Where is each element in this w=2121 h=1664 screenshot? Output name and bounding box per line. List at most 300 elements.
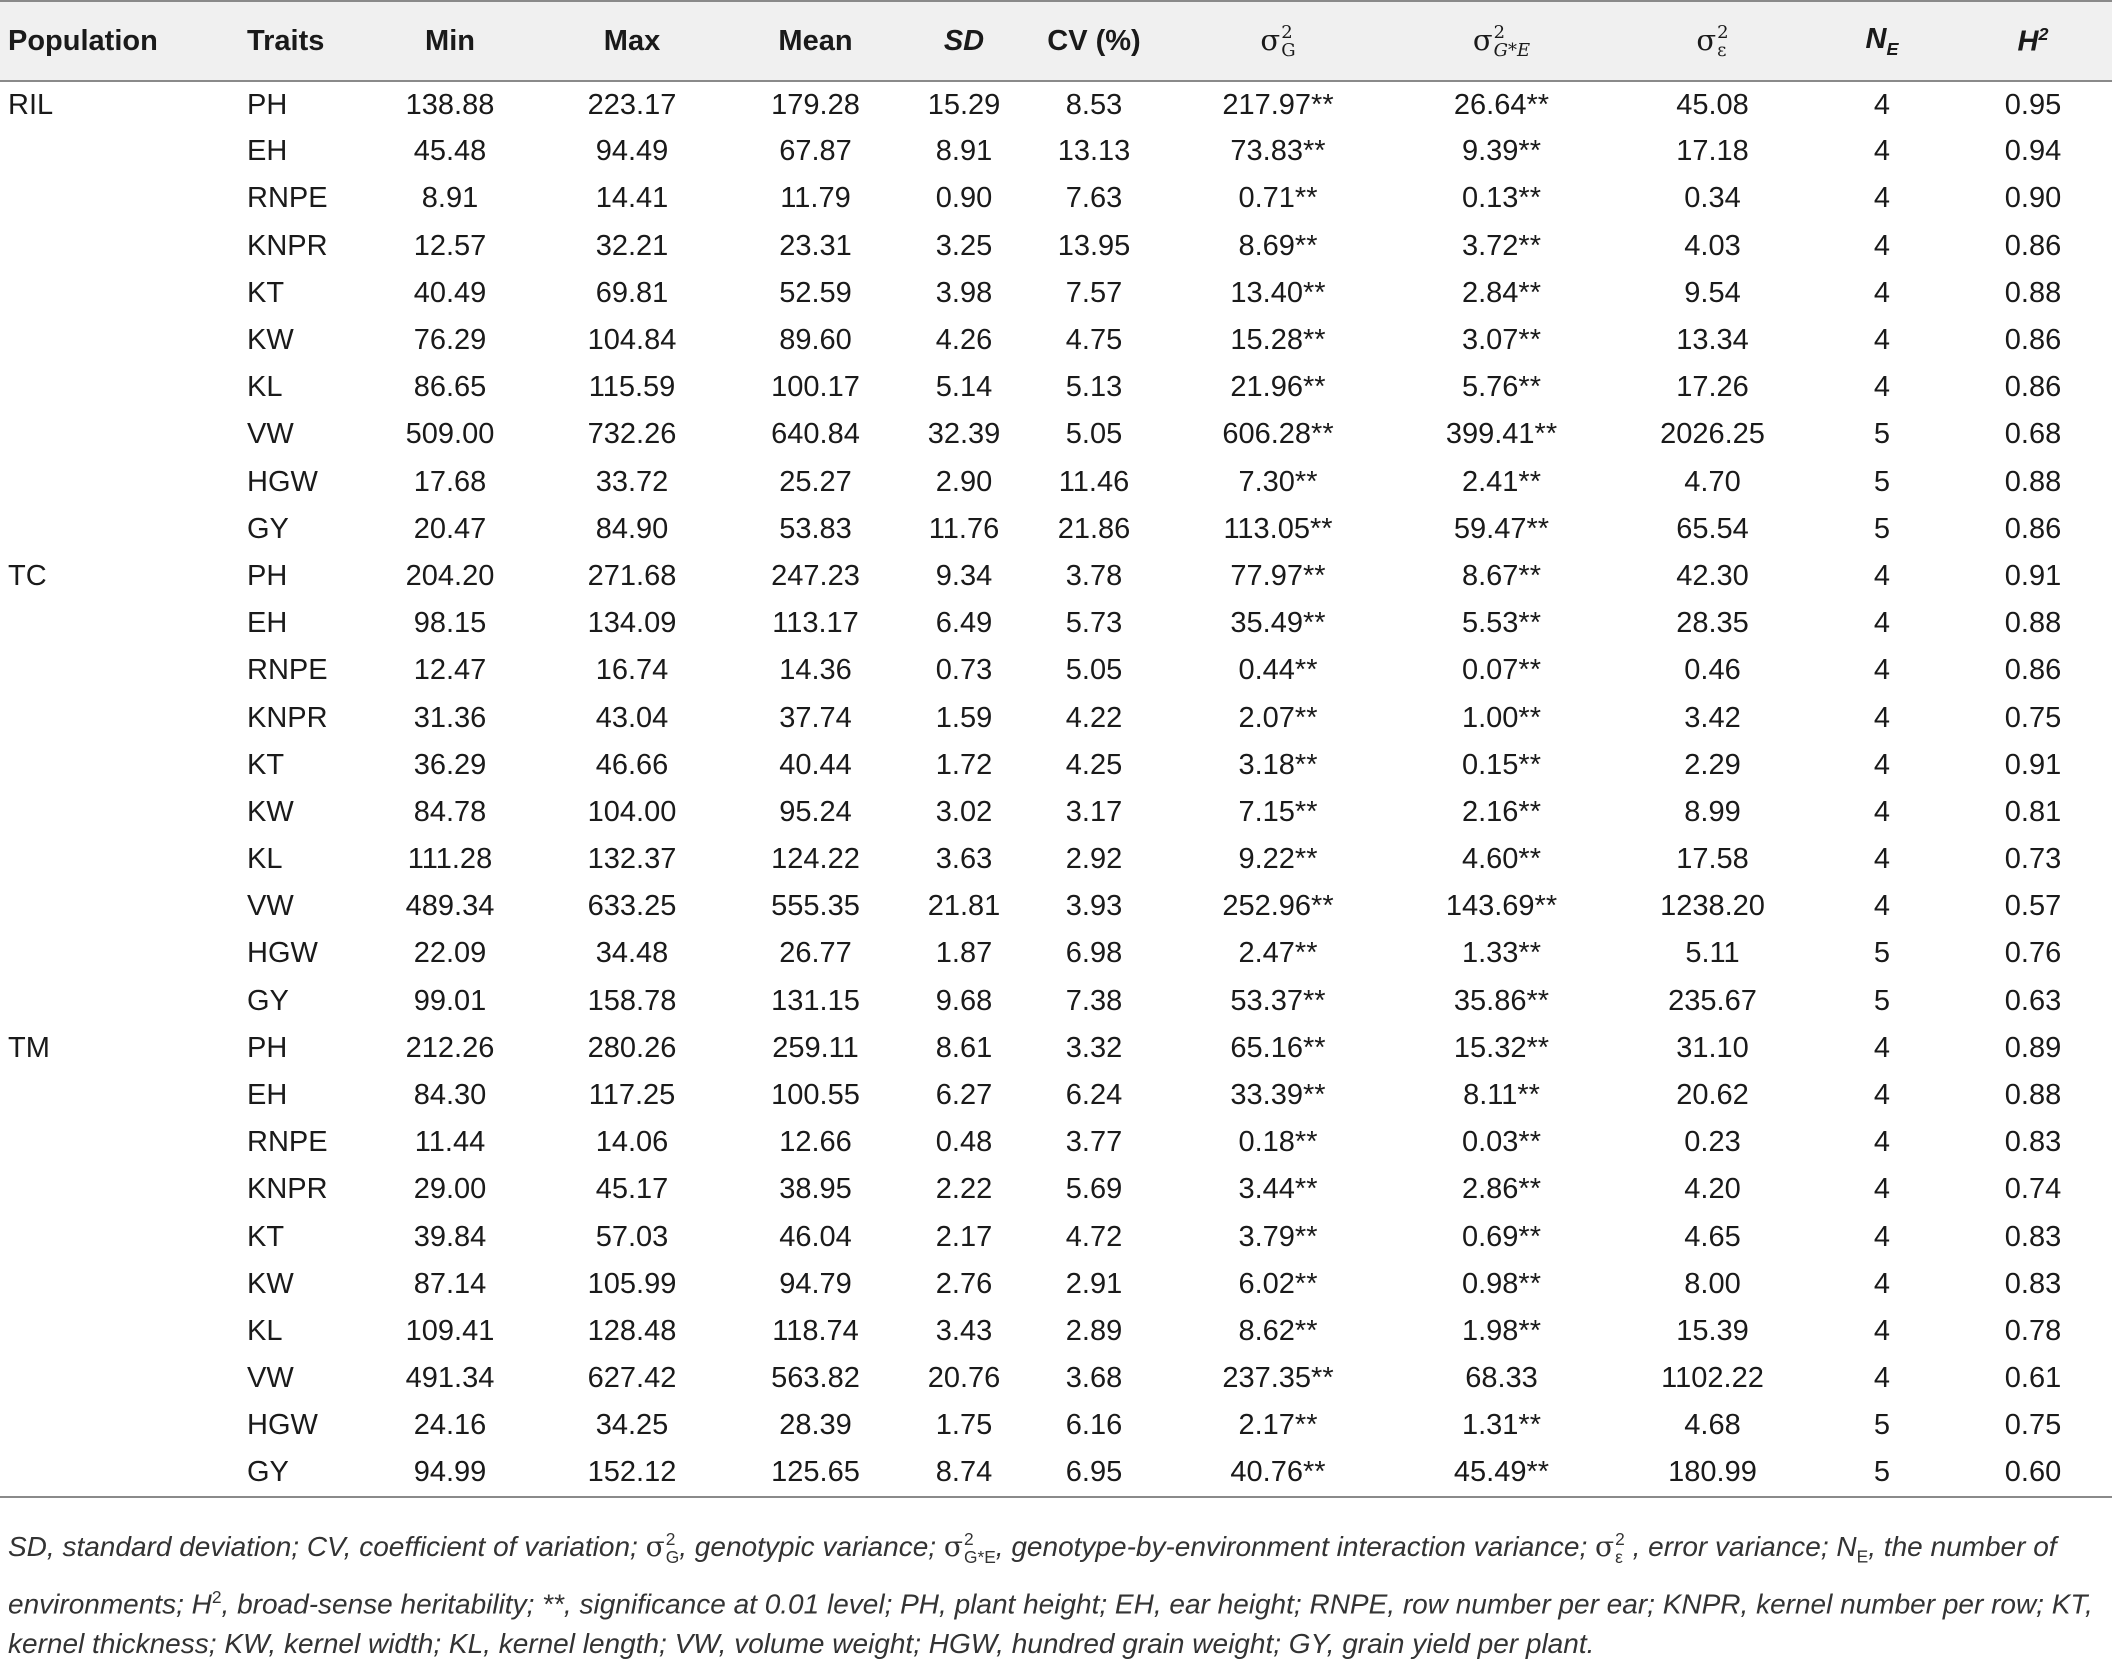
cell-var-g: 13.40** <box>1230 276 1326 309</box>
cell-n-env: 5 <box>1873 418 1891 451</box>
cell-trait: KL <box>247 843 283 876</box>
cell-sd: 9.34 <box>935 559 993 592</box>
cell-min: 99.01 <box>413 984 487 1017</box>
table-row <box>0 742 2112 789</box>
cell-population <box>0 647 239 694</box>
cell-max: 117.25 <box>588 1079 676 1112</box>
cell-trait: KW <box>247 795 294 828</box>
cell-sd: 3.98 <box>935 276 993 309</box>
cell-cv: 13.13 <box>1057 135 1131 168</box>
cell-trait: RNPE <box>247 182 328 215</box>
table-row <box>0 1402 2112 1449</box>
cell-h2: 0.88 <box>2004 465 2062 498</box>
header-sigma-ge: σ 2 G*E <box>1388 1 1615 81</box>
cell-min: 111.28 <box>407 843 493 876</box>
cell-population <box>0 175 239 222</box>
cell-mean: 37.74 <box>779 701 852 734</box>
cell-cv: 4.75 <box>1065 324 1123 357</box>
cell-mean: 125.65 <box>723 1449 908 1496</box>
cell-sd: 2.22 <box>935 1173 993 1206</box>
cell-mean: 563.82 <box>771 1362 860 1395</box>
cell-var-e: 4.65 <box>1684 1220 1741 1253</box>
cell-mean: 100.55 <box>771 1079 860 1112</box>
header-min: Min <box>359 1 541 81</box>
cell-population <box>0 1308 239 1355</box>
cell-var-g: 6.02** <box>1238 1267 1318 1300</box>
cell-max: 33.72 <box>595 465 669 498</box>
cell-mean: 46.04 <box>779 1220 852 1253</box>
cell-var-ge: 0.69** <box>1461 1220 1541 1253</box>
cell-var-g: 8.62** <box>1238 1314 1318 1347</box>
cell-var-ge: 59.47** <box>1453 512 1550 545</box>
table-row <box>0 1214 2112 1261</box>
cell-population <box>0 1072 239 1119</box>
cell-n-env: 4 <box>1873 1031 1891 1064</box>
cell-cv: 2.89 <box>1065 1314 1123 1347</box>
cell-h2: 0.88 <box>2004 276 2062 309</box>
cell-var-e: 17.18 <box>1676 135 1749 168</box>
table-row <box>0 81 2112 128</box>
cell-mean: 89.60 <box>779 324 852 357</box>
cell-min: 509.00 <box>405 418 495 451</box>
cell-mean: 52.59 <box>779 276 852 309</box>
cell-var-e: 28.35 <box>1676 607 1749 640</box>
cell-sd: 8.91 <box>935 135 993 168</box>
cell-mean: 11.79 <box>780 182 851 215</box>
cell-var-g: 3.18** <box>1238 748 1318 781</box>
cell-population <box>0 1214 239 1261</box>
table-footnote: SD, standard deviation; CV, coefficient of variation; σ 2 G , genotypic variance; σ 2 G*E , genotype-by-environment interaction variance; σ 2 ε , error variance; $N_E$, the number of environments; H$^2$, broad-sense heritability; **, significance at 0.01 level; PH, plant height; EH, ear height; RNPE, row number per ear; KNPR, kernel number per row; KT, kernel thickness; KW, kernel width; KL, kernel length; VW, volume weight; HGW, hundred grain weight; GY, grain yield per plant. <box>8 1529 2093 1659</box>
cell-trait: HGW <box>247 1409 318 1442</box>
cell-n-env: 4 <box>1873 607 1891 640</box>
cell-var-e: 4.70 <box>1684 465 1741 498</box>
cell-var-ge: 3.72** <box>1461 229 1541 262</box>
table-row <box>0 647 2112 694</box>
cell-sd: 8.74 <box>908 1449 1020 1496</box>
cell-max: 16.74 <box>595 654 669 687</box>
header-ne: $N_E$ <box>1810 1 1954 81</box>
cell-h2: 0.95 <box>2004 88 2062 121</box>
cell-h2: 0.86 <box>2004 229 2062 262</box>
cell-sd: 3.02 <box>935 795 993 828</box>
cell-population <box>0 1261 239 1308</box>
cell-n-env: 4 <box>1873 1079 1891 1112</box>
cell-mean: 124.22 <box>771 843 860 876</box>
cell-sd: 2.76 <box>935 1267 993 1300</box>
cell-mean: 40.44 <box>779 748 852 781</box>
cell-var-ge: 2.84** <box>1461 276 1541 309</box>
cell-min: 8.91 <box>421 182 479 215</box>
cell-h2: 0.91 <box>2004 559 2062 592</box>
cell-n-env: 4 <box>1873 1362 1891 1395</box>
cell-var-ge: 1.31** <box>1461 1409 1541 1442</box>
cell-mean: 259.11 <box>772 1031 859 1064</box>
cell-cv: 7.57 <box>1065 276 1123 309</box>
cell-min: 94.99 <box>359 1449 541 1496</box>
cell-var-ge: 1.33** <box>1461 937 1541 970</box>
cell-h2: 0.83 <box>2004 1220 2062 1253</box>
cell-trait: KNPR <box>247 229 328 262</box>
cell-cv: 7.38 <box>1065 984 1123 1017</box>
cell-cv: 8.53 <box>1065 88 1123 121</box>
header-max: Max <box>541 1 723 81</box>
cell-trait: GY <box>247 512 289 545</box>
cell-trait: KW <box>247 1267 294 1300</box>
cell-var-e: 2.29 <box>1684 748 1741 781</box>
table-row <box>0 1025 2112 1072</box>
cell-cv: 5.05 <box>1065 654 1123 687</box>
cell-var-g: 35.49** <box>1230 607 1326 640</box>
cell-var-g: 33.39** <box>1230 1079 1326 1112</box>
cell-max: 14.06 <box>595 1126 669 1159</box>
cell-n-env: 4 <box>1873 182 1891 215</box>
cell-var-ge: 8.11** <box>1463 1079 1540 1112</box>
cell-min: 20.47 <box>413 512 487 545</box>
cell-h2: 0.61 <box>2004 1362 2062 1395</box>
cell-var-ge: 1.00** <box>1461 701 1541 734</box>
cell-n-env: 5 <box>1810 1449 1954 1496</box>
cell-cv: 6.24 <box>1065 1079 1123 1112</box>
cell-h2: 0.68 <box>2004 418 2062 451</box>
cell-cv: 5.05 <box>1065 418 1123 451</box>
cell-h2: 0.88 <box>2004 607 2062 640</box>
cell-mean: 12.66 <box>779 1126 852 1159</box>
cell-max: 69.81 <box>595 276 669 309</box>
cell-trait: VW <box>247 890 294 923</box>
cell-var-g: 252.96** <box>1222 890 1334 923</box>
cell-var-ge: 3.07** <box>1461 324 1541 357</box>
cell-n-env: 4 <box>1873 795 1891 828</box>
cell-sd: 8.61 <box>935 1031 993 1064</box>
cell-population <box>0 742 239 789</box>
cell-h2: 0.63 <box>2004 984 2062 1017</box>
cell-var-g: 73.83** <box>1230 135 1326 168</box>
table-row <box>0 364 2112 411</box>
cell-n-env: 4 <box>1873 748 1891 781</box>
cell-max: 104.00 <box>587 795 677 828</box>
cell-cv: 7.63 <box>1065 182 1123 215</box>
cell-h2: 0.91 <box>2004 748 2062 781</box>
cell-sd: 3.63 <box>935 843 993 876</box>
cell-min: 84.78 <box>413 795 487 828</box>
cell-sd: 21.81 <box>927 890 1001 923</box>
cell-trait: EH <box>247 135 288 168</box>
cell-n-env: 4 <box>1873 654 1891 687</box>
cell-population <box>0 270 239 317</box>
cell-var-g: 0.18** <box>1238 1126 1318 1159</box>
cell-n-env: 4 <box>1873 559 1891 592</box>
cell-min: 17.68 <box>413 465 487 498</box>
cell-cv: 3.32 <box>1065 1031 1123 1064</box>
cell-trait: GY <box>239 1449 359 1496</box>
cell-var-ge: 5.53** <box>1461 607 1541 640</box>
cell-max: 57.03 <box>595 1220 669 1253</box>
cell-var-g: 606.28** <box>1222 418 1334 451</box>
cell-population <box>0 459 239 506</box>
cell-n-env: 4 <box>1873 1267 1891 1300</box>
table-row <box>0 694 2112 741</box>
cell-var-e: 8.00 <box>1684 1267 1741 1300</box>
table-row <box>0 1308 2112 1355</box>
table-row <box>0 1449 2112 1496</box>
cell-var-g: 3.44** <box>1238 1173 1318 1206</box>
cell-var-g: 237.35** <box>1222 1362 1334 1395</box>
header-sigma-g: σ 2 G <box>1168 1 1388 81</box>
table-row <box>0 836 2112 883</box>
cell-sd: 4.26 <box>935 324 993 357</box>
cell-var-e: 42.30 <box>1676 559 1749 592</box>
cell-trait: KW <box>247 324 294 357</box>
cell-max: 43.04 <box>595 701 669 734</box>
cell-var-g: 2.07** <box>1238 701 1318 734</box>
cell-var-ge: 2.86** <box>1461 1173 1541 1206</box>
cell-sd: 1.75 <box>935 1409 993 1442</box>
cell-trait: KL <box>247 371 283 404</box>
cell-population <box>0 506 239 553</box>
table-row <box>0 317 2112 364</box>
cell-mean: 53.83 <box>779 512 852 545</box>
cell-sd: 1.87 <box>935 937 993 970</box>
cell-cv: 2.91 <box>1065 1267 1123 1300</box>
cell-population <box>0 1449 239 1496</box>
cell-var-ge: 0.15** <box>1461 748 1541 781</box>
cell-cv: 3.68 <box>1065 1362 1123 1395</box>
table-row <box>0 175 2112 222</box>
cell-var-ge: 143.69** <box>1445 890 1558 923</box>
cell-population <box>0 128 239 175</box>
cell-h2: 0.94 <box>2004 135 2062 168</box>
cell-n-env: 4 <box>1873 229 1891 262</box>
cell-var-ge: 0.03** <box>1461 1126 1541 1159</box>
cell-h2: 0.78 <box>2004 1314 2062 1347</box>
cell-mean: 23.31 <box>779 229 852 262</box>
cell-max: 132.37 <box>587 843 677 876</box>
cell-var-e: 8.99 <box>1684 795 1741 828</box>
cell-var-e: 0.34 <box>1684 182 1741 215</box>
cell-var-ge: 0.07** <box>1461 654 1541 687</box>
cell-population <box>0 883 239 930</box>
cell-h2: 0.83 <box>2004 1267 2062 1300</box>
cell-var-e: 0.23 <box>1684 1126 1741 1159</box>
cell-mean: 94.79 <box>779 1267 852 1300</box>
cell-max: 32.21 <box>595 229 669 262</box>
cell-sd: 6.27 <box>935 1079 993 1112</box>
cell-mean: 179.28 <box>771 88 860 121</box>
cell-var-g: 7.15** <box>1238 795 1318 828</box>
cell-trait: EH <box>247 607 288 640</box>
table-row <box>0 1166 2112 1213</box>
cell-h2: 0.86 <box>2004 512 2062 545</box>
cell-mean: 131.15 <box>771 984 860 1017</box>
cell-mean: 555.35 <box>771 890 860 923</box>
cell-population: TC <box>8 559 47 592</box>
cell-n-env: 5 <box>1873 937 1891 970</box>
header-sd: SD <box>908 1 1020 81</box>
cell-trait: KNPR <box>247 1173 328 1206</box>
cell-var-e: 65.54 <box>1676 512 1749 545</box>
cell-sd: 2.90 <box>935 465 993 498</box>
table-body <box>0 81 2112 1497</box>
cell-population <box>0 930 239 977</box>
cell-min: 39.84 <box>413 1220 487 1253</box>
cell-min: 138.88 <box>405 88 495 121</box>
header-cv: CV (%) <box>1020 1 1168 81</box>
cell-var-g: 2.17** <box>1238 1409 1318 1442</box>
cell-cv: 21.86 <box>1057 512 1131 545</box>
cell-h2: 0.60 <box>1954 1449 2112 1496</box>
cell-n-env: 5 <box>1873 984 1891 1017</box>
cell-sd: 15.29 <box>927 88 1001 121</box>
cell-population <box>0 317 239 364</box>
cell-var-e: 1238.20 <box>1660 890 1765 923</box>
cell-sd: 6.49 <box>935 607 993 640</box>
cell-sd: 2.17 <box>935 1220 993 1253</box>
cell-cv: 5.13 <box>1065 371 1123 404</box>
cell-sd: 9.68 <box>935 984 993 1017</box>
cell-population <box>0 411 239 458</box>
cell-cv: 6.98 <box>1065 937 1123 970</box>
cell-min: 24.16 <box>413 1409 487 1442</box>
cell-var-e: 13.34 <box>1676 324 1749 357</box>
cell-max: 14.41 <box>595 182 669 215</box>
cell-max: 34.48 <box>595 937 669 970</box>
cell-var-ge: 8.67** <box>1461 559 1541 592</box>
cell-min: 12.57 <box>413 229 487 262</box>
cell-var-e: 4.03 <box>1684 229 1741 262</box>
cell-h2: 0.57 <box>2004 890 2062 923</box>
table-row <box>0 459 2112 506</box>
cell-population <box>0 1166 239 1213</box>
cell-cv: 3.93 <box>1065 890 1123 923</box>
cell-n-env: 4 <box>1873 1314 1891 1347</box>
cell-max: 280.26 <box>587 1031 677 1064</box>
cell-var-ge: 35.86** <box>1453 984 1550 1017</box>
cell-min: 11.44 <box>414 1126 486 1159</box>
cell-max: 223.17 <box>587 88 677 121</box>
cell-var-e: 17.58 <box>1676 843 1749 876</box>
cell-min: 36.29 <box>413 748 487 781</box>
cell-sd: 3.25 <box>935 229 993 262</box>
table-row <box>0 553 2112 600</box>
cell-cv: 4.72 <box>1065 1220 1123 1253</box>
cell-var-g: 2.47** <box>1238 937 1318 970</box>
cell-population <box>0 694 239 741</box>
cell-sd: 20.76 <box>927 1362 1001 1395</box>
cell-var-ge: 5.76** <box>1461 371 1541 404</box>
cell-sd: 3.43 <box>935 1314 993 1347</box>
cell-population <box>0 836 239 883</box>
cell-sd: 0.73 <box>935 654 993 687</box>
cell-cv: 13.95 <box>1057 229 1131 262</box>
cell-cv: 3.17 <box>1065 795 1123 828</box>
cell-trait: VW <box>247 1362 294 1395</box>
cell-sd: 0.90 <box>935 182 993 215</box>
cell-cv: 5.69 <box>1065 1173 1123 1206</box>
cell-n-env: 4 <box>1873 324 1891 357</box>
cell-min: 491.34 <box>405 1362 495 1395</box>
cell-h2: 0.86 <box>2004 371 2062 404</box>
header-sigma-e: σ 2 ε <box>1615 1 1810 81</box>
cell-h2: 0.75 <box>2004 1409 2062 1442</box>
cell-h2: 0.76 <box>2004 937 2062 970</box>
cell-n-env: 5 <box>1873 1409 1891 1442</box>
cell-var-ge: 68.33 <box>1465 1362 1538 1395</box>
table-row <box>0 600 2112 647</box>
cell-population: TM <box>8 1031 50 1064</box>
cell-max: 134.09 <box>587 607 677 640</box>
cell-max: 45.17 <box>595 1173 669 1206</box>
table-row <box>0 1072 2112 1119</box>
cell-mean: 67.87 <box>779 135 852 168</box>
cell-sd: 0.48 <box>935 1126 993 1159</box>
cell-population <box>0 789 239 836</box>
cell-cv: 11.46 <box>1058 465 1130 498</box>
cell-var-e: 1102.22 <box>1661 1362 1764 1395</box>
cell-var-e: 20.62 <box>1676 1079 1749 1112</box>
cell-max: 732.26 <box>587 418 677 451</box>
cell-var-e: 17.26 <box>1676 371 1749 404</box>
cell-var-g: 15.28** <box>1230 324 1326 357</box>
table-row <box>0 930 2112 977</box>
cell-max: 46.66 <box>595 748 669 781</box>
cell-n-env: 4 <box>1873 701 1891 734</box>
cell-population <box>0 600 239 647</box>
cell-var-ge: 15.32** <box>1453 1031 1550 1064</box>
cell-cv: 4.22 <box>1065 701 1123 734</box>
cell-var-e: 180.99 <box>1615 1449 1810 1496</box>
table-row <box>0 883 2112 930</box>
cell-n-env: 4 <box>1873 1126 1891 1159</box>
table-row <box>0 506 2112 553</box>
cell-h2: 0.83 <box>2004 1126 2062 1159</box>
cell-var-ge: 9.39** <box>1461 135 1541 168</box>
cell-var-ge: 0.98** <box>1461 1267 1541 1300</box>
header-population: Population <box>0 1 239 81</box>
cell-population <box>0 1119 239 1166</box>
cell-min: 84.30 <box>413 1079 487 1112</box>
cell-trait: HGW <box>247 465 318 498</box>
cell-trait: KT <box>247 748 285 781</box>
cell-var-e: 15.39 <box>1676 1314 1749 1347</box>
cell-min: 86.65 <box>413 371 487 404</box>
cell-n-env: 4 <box>1873 1220 1891 1253</box>
cell-trait: HGW <box>247 937 318 970</box>
cell-min: 29.00 <box>413 1173 487 1206</box>
cell-cv: 3.78 <box>1065 559 1123 592</box>
cell-min: 22.09 <box>413 937 487 970</box>
cell-var-ge: 2.41** <box>1461 465 1541 498</box>
cell-var-g: 0.71** <box>1238 182 1318 215</box>
header-row <box>0 1 2112 81</box>
cell-population <box>0 223 239 270</box>
cell-min: 489.34 <box>405 890 495 923</box>
cell-mean: 26.77 <box>779 937 852 970</box>
cell-var-e: 235.67 <box>1668 984 1757 1017</box>
cell-max: 633.25 <box>587 890 677 923</box>
cell-h2: 0.88 <box>2004 1079 2062 1112</box>
cell-cv: 2.92 <box>1065 843 1123 876</box>
cell-max: 34.25 <box>595 1409 669 1442</box>
cell-trait: VW <box>247 418 294 451</box>
table-row <box>0 411 2112 458</box>
cell-trait: KT <box>247 1220 285 1253</box>
table-row <box>0 223 2112 270</box>
cell-h2: 0.86 <box>2004 654 2062 687</box>
cell-trait: RNPE <box>247 654 328 687</box>
cell-var-e: 3.42 <box>1684 701 1741 734</box>
cell-trait: GY <box>247 984 289 1017</box>
cell-var-g: 65.16** <box>1230 1031 1326 1064</box>
